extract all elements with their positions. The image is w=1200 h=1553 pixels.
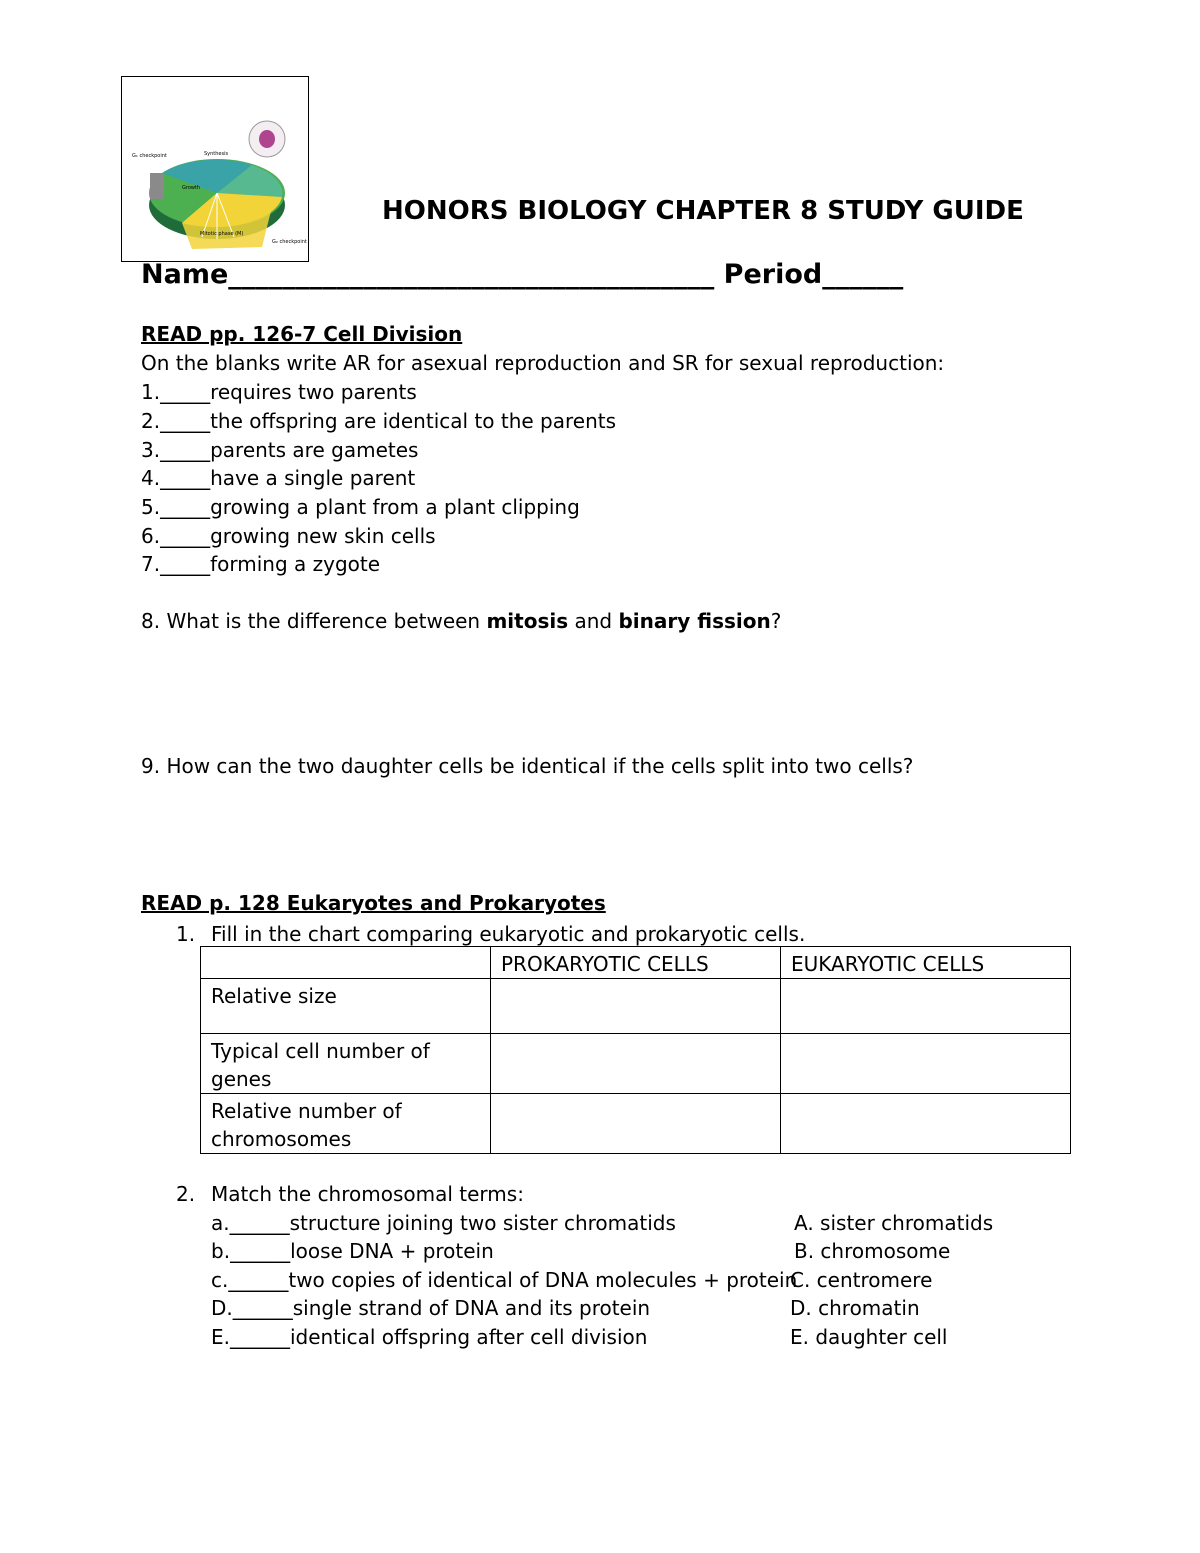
answer-blank[interactable]: ______ bbox=[228, 1268, 289, 1292]
item-text: forming a zygote bbox=[210, 552, 381, 576]
table-header-cell: PROKARYOTIC CELLS bbox=[491, 947, 781, 979]
match-answer: A. sister chromatids bbox=[794, 1211, 994, 1235]
answer-blank[interactable]: _____ bbox=[160, 552, 211, 576]
match-letter: E. bbox=[211, 1325, 230, 1349]
g2-checkpoint-label: G₂ checkpoint bbox=[272, 239, 307, 245]
question-1-number: 1. bbox=[176, 922, 196, 946]
item-text: the offspring are identical to the parents bbox=[210, 409, 617, 433]
item-number: 2. bbox=[141, 409, 161, 433]
question-2-text: Match the chromosomal terms: bbox=[211, 1182, 524, 1206]
question-text: and bbox=[568, 609, 619, 633]
match-item bbox=[211, 1268, 797, 1292]
list-item bbox=[141, 380, 417, 404]
mitotic-phase-label: Mitotic phase (M) bbox=[200, 231, 244, 237]
question-8 bbox=[141, 609, 781, 633]
answer-blank[interactable]: _____ bbox=[160, 524, 211, 548]
match-text: two copies of identical of DNA molecules + protein bbox=[288, 1268, 798, 1292]
item-text: growing a plant from a plant clipping bbox=[210, 495, 580, 519]
item-number: 1. bbox=[141, 380, 161, 404]
answer-blank[interactable]: _____ bbox=[160, 409, 211, 433]
match-item bbox=[211, 1211, 676, 1235]
period-blank[interactable]: ______ bbox=[822, 259, 904, 290]
question-text: ? bbox=[770, 609, 782, 633]
table-header-row bbox=[201, 947, 1071, 979]
match-answer: C. centromere bbox=[790, 1268, 933, 1292]
list-item bbox=[141, 438, 418, 462]
answer-blank[interactable]: ______ bbox=[230, 1325, 290, 1349]
answer-blank[interactable]: ______ bbox=[229, 1211, 290, 1235]
question-text: 8. What is the difference between bbox=[141, 609, 487, 633]
table-header-cell bbox=[201, 947, 491, 979]
item-text: parents are gametes bbox=[210, 438, 419, 462]
row-label: Relative number of chromosomes bbox=[201, 1094, 491, 1154]
match-answer: E. daughter cell bbox=[790, 1325, 948, 1349]
match-text: structure joining two sister chromatids bbox=[289, 1211, 676, 1235]
answer-blank[interactable]: ______ bbox=[230, 1239, 291, 1263]
table-row bbox=[201, 979, 1071, 1034]
synthesis-label: Synthesis bbox=[204, 151, 229, 157]
g1-checkpoint-gate bbox=[150, 173, 164, 199]
comparison-table bbox=[200, 946, 1071, 1154]
item-text: requires two parents bbox=[210, 380, 417, 404]
cell-cycle-illustration bbox=[122, 77, 308, 261]
answer-blank[interactable]: _____ bbox=[160, 438, 211, 462]
item-text: have a single parent bbox=[210, 466, 416, 490]
table-header-cell: EUKARYOTIC CELLS bbox=[781, 947, 1071, 979]
match-letter: c. bbox=[211, 1268, 229, 1292]
list-item bbox=[141, 466, 415, 490]
match-text: single strand of DNA and its protein bbox=[292, 1296, 651, 1320]
table-row bbox=[201, 1094, 1071, 1154]
match-answer: B. chromosome bbox=[794, 1239, 951, 1263]
name-period-row bbox=[141, 259, 903, 290]
g1-checkpoint-label: G₁ checkpoint bbox=[132, 153, 167, 159]
match-letter: b. bbox=[211, 1239, 231, 1263]
question-9: 9. How can the two daughter cells be identical if the cells split into two cells? bbox=[141, 754, 914, 778]
match-letter: a. bbox=[211, 1211, 230, 1235]
answer-cell[interactable] bbox=[781, 1034, 1071, 1094]
answer-blank[interactable]: ______ bbox=[232, 1296, 293, 1320]
instruction-text: On the blanks write AR for asexual reproduction and SR for sexual reproduction: bbox=[141, 351, 945, 375]
row-label: Relative size bbox=[201, 979, 491, 1034]
term-binary-fission: binary fission bbox=[618, 609, 771, 633]
answer-blank[interactable]: _____ bbox=[160, 466, 211, 490]
match-letter: D. bbox=[211, 1296, 233, 1320]
answer-cell[interactable] bbox=[491, 1094, 781, 1154]
term-mitosis: mitosis bbox=[486, 609, 569, 633]
answer-blank[interactable]: _____ bbox=[160, 380, 211, 404]
answer-cell[interactable] bbox=[491, 979, 781, 1034]
item-number: 7. bbox=[141, 552, 161, 576]
section-heading-eukaryotes: READ p. 128 Eukaryotes and Prokaryotes bbox=[141, 891, 606, 915]
row-label: Typical cell number of genes bbox=[201, 1034, 491, 1094]
match-text: loose DNA + protein bbox=[290, 1239, 494, 1263]
table-row bbox=[201, 1034, 1071, 1094]
item-number: 5. bbox=[141, 495, 161, 519]
answer-cell[interactable] bbox=[781, 1094, 1071, 1154]
item-number: 3. bbox=[141, 438, 161, 462]
question-1-text: Fill in the chart comparing eukaryotic and prokaryotic cells. bbox=[211, 922, 806, 946]
question-2-number: 2. bbox=[176, 1182, 196, 1206]
item-number: 4. bbox=[141, 466, 161, 490]
growth-label: Growth bbox=[182, 185, 201, 191]
name-label: Name bbox=[141, 259, 229, 290]
item-number: 6. bbox=[141, 524, 161, 548]
list-item bbox=[141, 409, 616, 433]
match-item bbox=[211, 1239, 494, 1263]
page-title: HONORS BIOLOGY CHAPTER 8 STUDY GUIDE bbox=[382, 196, 1024, 226]
match-text: identical offspring after cell division bbox=[290, 1325, 648, 1349]
nucleus-icon bbox=[259, 130, 275, 148]
name-blank[interactable]: ____________________________________ bbox=[228, 259, 715, 290]
item-text: growing new skin cells bbox=[210, 524, 436, 548]
match-item bbox=[211, 1325, 647, 1349]
match-item bbox=[211, 1296, 650, 1320]
list-item bbox=[141, 552, 380, 576]
cell-cycle-diagram bbox=[121, 76, 309, 262]
list-item bbox=[141, 495, 580, 519]
match-answer: D. chromatin bbox=[790, 1296, 920, 1320]
answer-cell[interactable] bbox=[491, 1034, 781, 1094]
period-label: Period bbox=[723, 259, 823, 290]
list-item bbox=[141, 524, 436, 548]
answer-cell[interactable] bbox=[781, 979, 1071, 1034]
section-heading-cell-division: READ pp. 126-7 Cell Division bbox=[141, 322, 463, 346]
answer-blank[interactable]: _____ bbox=[160, 495, 211, 519]
